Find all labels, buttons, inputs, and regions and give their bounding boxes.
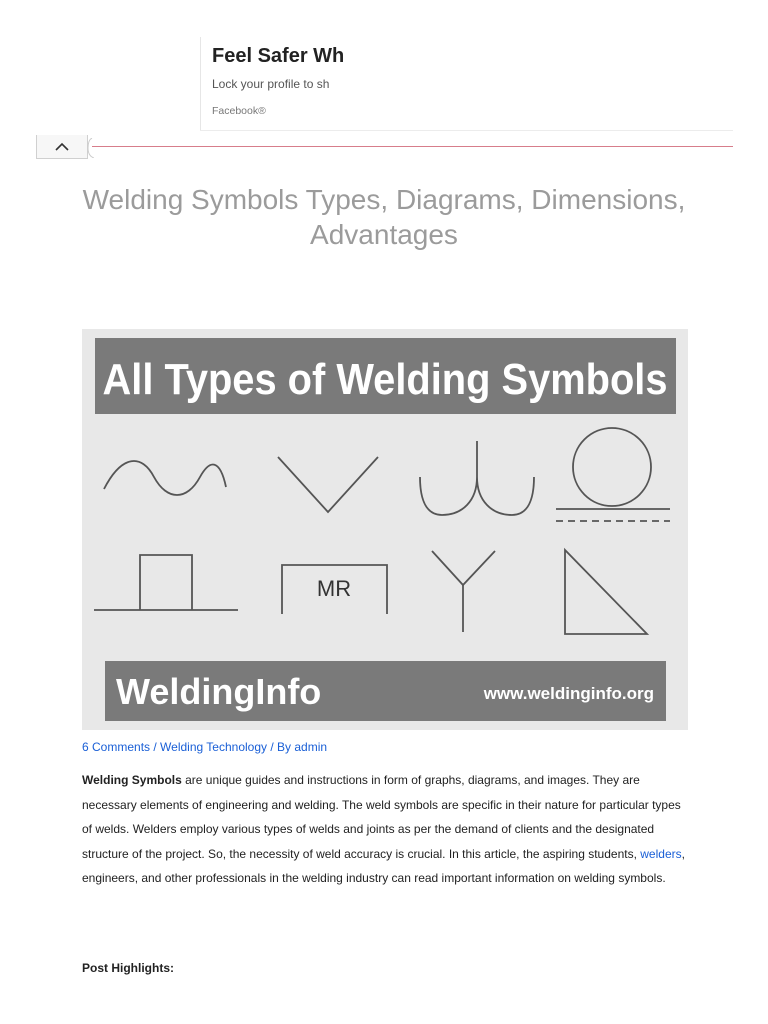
post-meta [82,740,327,754]
image-banner-text: All Types of Welding Symbols [102,355,668,404]
square-symbol [140,555,192,610]
meta-separator: / [150,740,161,754]
ad-title[interactable]: Feel Safer Wh [212,45,345,67]
image-brand-text: WeldingInfo [116,671,322,712]
meta-by-separator: / By [267,740,295,754]
comments-link[interactable]: 6 Comments [82,740,151,754]
intro-paragraph [82,768,686,891]
header-rule [92,146,733,147]
circle-symbol [573,428,651,506]
ad-background [347,37,733,131]
divider-curve [86,138,94,158]
box-label: MR [316,576,352,601]
welders-link[interactable]: welders [640,846,682,861]
collapse-ad-button[interactable] [36,135,88,159]
ad-text[interactable]: Lock your profile to sh [212,77,330,91]
facebook-ad-card[interactable] [200,37,348,131]
ad-divider [200,130,733,131]
post-highlights-heading: Post Highlights: [82,961,174,975]
chevron-up-icon [55,142,69,151]
intro-text-1: are unique guides and instructions in form of graphs, diagrams, and images. They are necessary elements of engineering and welding. The weld symbols are specific in their nature for particular types of welds. Welders employ various types of welds and joints as per the demand of clients and the designated structure of the project. So, the necessity of weld accuracy is crucial. In this article, the aspiring students, [82,773,681,861]
fillet-wave-symbol [104,461,226,495]
v-groove-symbol [278,457,378,512]
triangle-symbol [565,550,647,634]
featured-image[interactable] [82,329,688,730]
article-title: Welding Symbols Types, Diagrams, Dimensions, Advantages [82,184,686,250]
category-link[interactable]: Welding Technology [160,740,268,754]
intro-lead: Welding Symbols [82,773,182,787]
image-url-text: www.weldinginfo.org [483,684,654,703]
j-groove-symbol [420,441,534,515]
ad-source: Facebook® [212,105,266,117]
author-link[interactable]: admin [294,740,328,754]
intro-text-2: , engineers, and other professionals in the welding industry can read important information on welding symbols. [82,846,685,886]
y-symbol-arms [432,551,495,585]
